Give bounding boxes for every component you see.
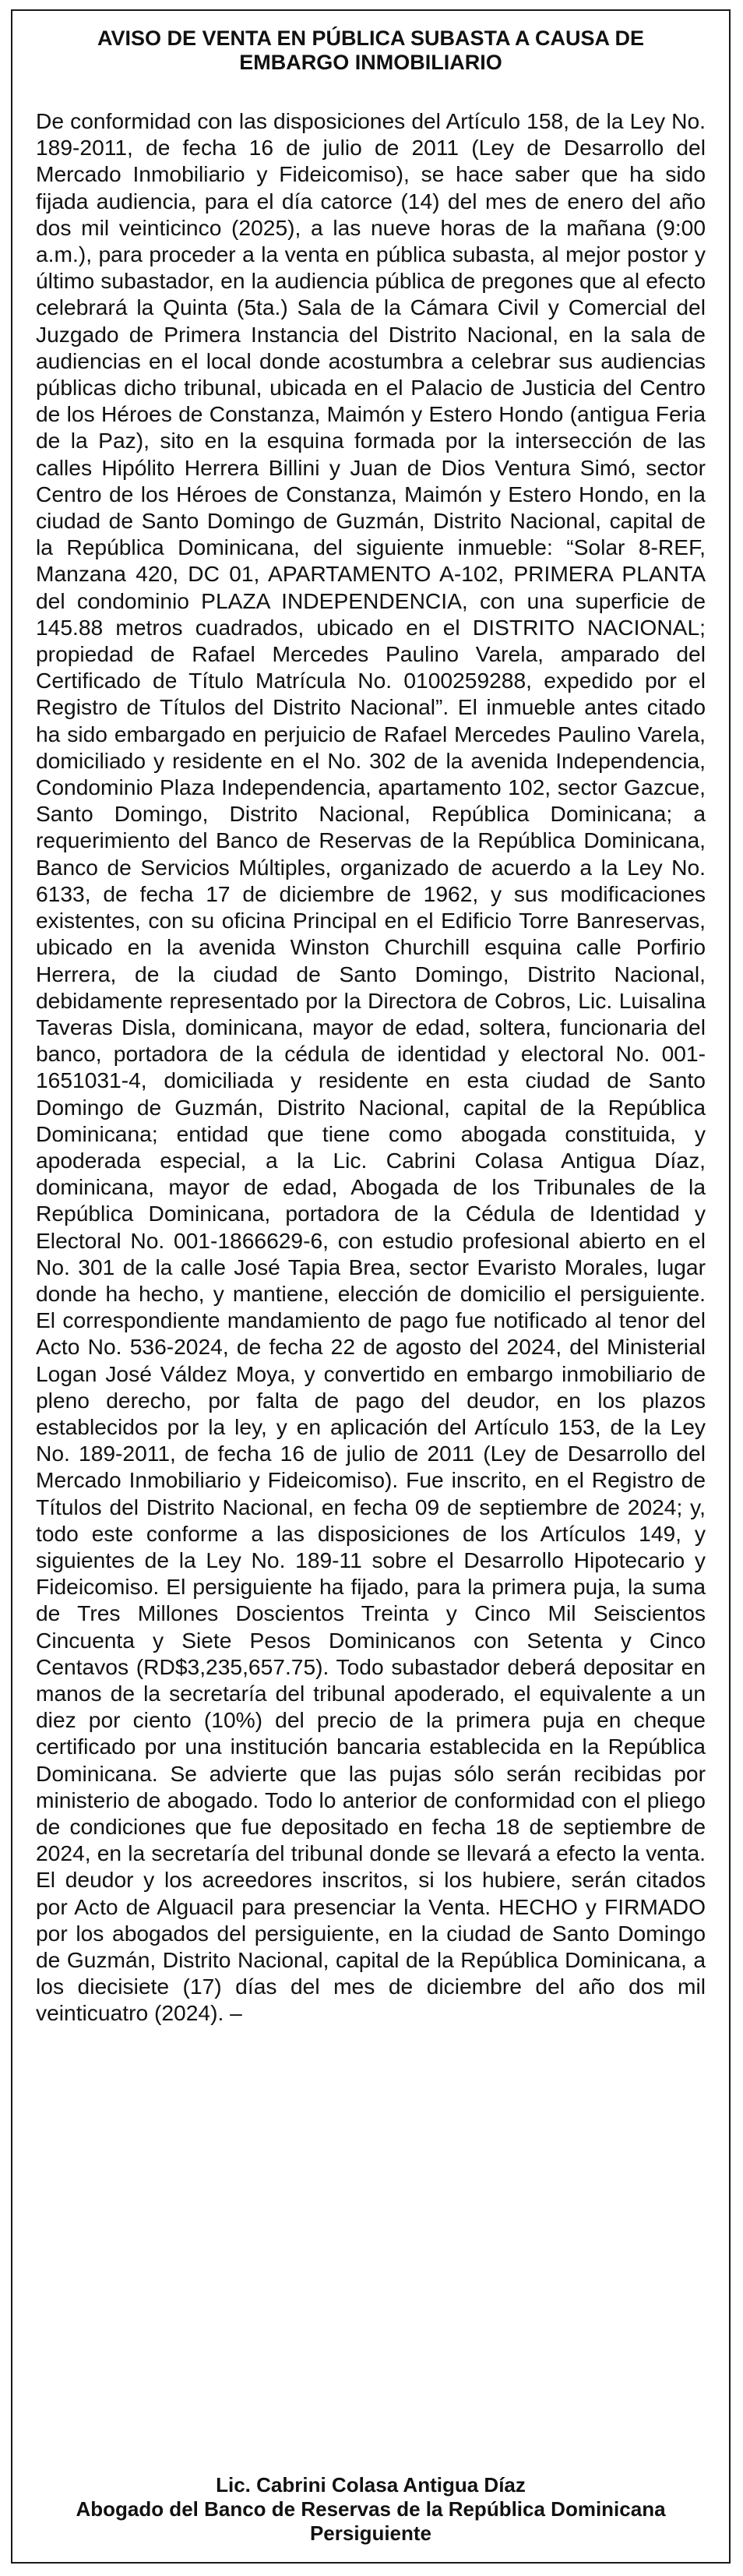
signature-block [36, 2473, 706, 2546]
legal-notice [11, 9, 731, 2564]
notice-body: De conformidad con las disposiciones del Artículo 158, de la Ley No. 189-2011, de fecha 16 de julio de 2011 (Ley de Desarrollo del Mercado Inmobiliario y Fideicomiso), se hace saber que ha sido fijada audiencia, para el día catorce (14) del mes de enero del año dos mil veinticinco (2025), a las nueve horas de la mañana (9:00 a.m.), para proceder a la venta en pública subasta, al mejor postor y último subastador, en la audiencia pública de pregones que al efecto celebrará la Quinta (5ta.) Sala de la Cámara Civil y Comercial del Juzgado de Primera Instancia del Distrito Nacional, en la sala de audiencias en el local donde acostumbra a celebrar sus audiencias públicas dicho tribunal, ubicada en el Palacio de Justicia del Centro de los Héroes de Constanza, Maimón y Estero Hondo (antigua Feria de la Paz), sito en la esquina formada por la intersección de las calles Hipólito Herrera Billini y Juan de Dios Ventura Simó, sector Centro de los Héroes de Constanza, Maimón y Estero Hondo, en la ciudad de Santo Domingo de Guzmán, Distrito Nacional, capital de la República Dominicana, del siguiente inmueble: “Solar 8-REF, Manzana 420, DC 01, APARTAMENTO A-102, PRIMERA PLANTA del condominio PLAZA INDEPENDENCIA, con una superficie de 145.88 metros cuadrados, ubicado en el DISTRITO NACIONAL; propiedad de Rafael Mercedes Paulino Varela, amparado del Certificado de Título Matrícula No. 0100259288, expedido por el Registro de Títulos del Distrito Nacional”. El inmueble antes citado ha sido embargado en perjuicio de Rafael Mercedes Paulino Varela, domiciliado y residente en el No. 302 de la avenida Independencia, Condominio Plaza Independencia, apartamento 102, sector Gazcue, Santo Domingo, Distrito Nacional, República Dominicana; a requerimiento del Banco de Reservas de la República Dominicana, Banco de Servicios Múltiples, organizado de acuerdo a la Ley No. 6133, de fecha 17 de diciembre de 1962, y sus modificaciones existentes, con su oficina Principal en el Edificio Torre Banreservas, ubicado en la avenida Winston Churchill esquina calle Porfirio Herrera, de la ciudad de Santo Domingo, Distrito Nacional, debidamente representado por la Directora de Cobros, Lic. Luisalina Taveras Disla, dominicana, mayor de edad, soltera, funcionaria del banco, portadora de la cédula de identidad y electoral No. 001-1651031-4, domiciliada y residente en esta ciudad de Santo Domingo de Guzmán, Distrito Nacional, capital de la República Dominicana; entidad que tiene como abogada constituida, y apoderada especial, a la Lic. Cabrini Colasa Antigua Díaz, dominicana, mayor de edad, Abogada de los Tribunales de la República Dominicana, portadora de la Cédula de Identidad y Electoral No. 001-1866629-6, con estudio profesional abierto en el No. 301 de la calle José Tapia Brea, sector Evaristo Morales, lugar donde ha hecho, y mantiene, elección de domicilio el persiguiente. El correspondiente mandamiento de pago fue notificado al tenor del Acto No. 536-2024, de fecha 22 de agosto del 2024, del Ministerial Logan José Váldez Moya, y convertido en embargo inmobiliario de pleno derecho, por falta de pago del deudor, en los plazos establecidos por la ley, y en aplicación del Artículo 153, de la Ley No. 189-2011, de fecha 16 de julio de 2011 (Ley de Desarrollo del Mercado Inmobiliario y Fideicomiso). Fue inscrito, en el Registro de Títulos del Distrito Nacional, en fecha 09 de septiembre de 2024; y, todo este conforme a las disposiciones de los Artículos 149, y siguientes de la Ley No. 189-11 sobre el Desarrollo Hipotecario y Fideicomiso. El persiguiente ha fijado, para la primera puja, la suma de Tres Millones Doscientos Treinta y Cinco Mil Seiscientos Cincuenta y Siete Pesos Dominicanos con Setenta y Cinco Centavos (RD$3,235,657.75). Todo subastador deberá depositar en manos de la secretaría del tribunal apoderado, el equivalente a un diez por ciento (10%) del precio de la primera puja en cheque certificado por una institución bancaria establecida en la República Dominicana. Se advierte que las pujas sólo serán recibidas por ministerio de abogado. Todo lo anterior de conformidad con el pliego de condiciones que fue depositado en fecha 18 de septiembre de 2024, en la secretaría del tribunal donde se llevará a efecto la venta. El deudor y los acreedores inscritos, si los hubiere, serán citados por Acto de Alguacil para presenciar la Venta. HECHO y FIRMADO por los abogados del persiguiente, en la ciudad de Santo Domingo de Guzmán, Distrito Nacional, capital de la República Dominicana, a los diecisiete (17) días del mes de diciembre del año dos mil veinticuatro (2024). – [36, 108, 706, 2026]
notice-title: AVISO DE VENTA EN PÚBLICA SUBASTA A CAUSA DE EMBARGO INMOBILIARIO [97, 26, 645, 74]
signature-name: Lic. Cabrini Colasa Antigua Díaz [216, 2473, 526, 2497]
signature-party: Persiguiente [309, 2521, 432, 2545]
signature-role: Abogado del Banco de Reservas de la República Dominicana [76, 2497, 666, 2521]
